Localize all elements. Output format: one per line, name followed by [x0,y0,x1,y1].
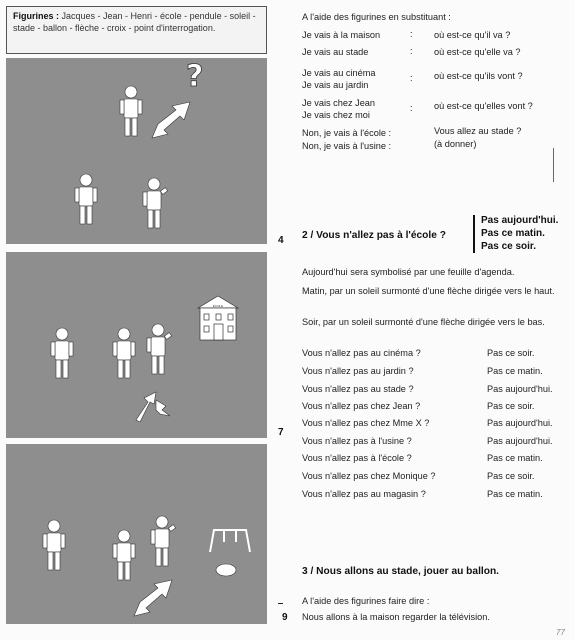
figurine-icon [151,516,176,566]
section-2-answers [481,214,558,253]
qa-question: Vous n'allez pas chez Monique ? [302,471,436,481]
qa-question: Vous n'allez pas au stade ? [302,384,414,394]
figurine-icon [120,86,142,136]
figurine-icon [113,328,135,378]
panel-2-illustration [6,252,267,438]
sub-left: Je vais au cinéma [302,68,376,78]
page-number: 77 [556,628,565,637]
sub-left: Non, je vais à l'usine : [302,141,392,151]
answers-bracket [473,215,475,253]
paragraph: Aujourd'hui sera symbolisé par une feuille d'agenda. [302,267,515,277]
panel-2 [6,252,267,438]
sub-left: Je vais chez moi [302,110,370,120]
paragraph: Matin, par un soleil surmonté d'une flèche dirigée vers le haut. [302,286,555,296]
sub-colon: : [410,29,413,39]
sub-right: où est-ce qu'elles vont ? [434,101,533,111]
qa-answer: Pas ce matin. [487,366,543,376]
sub-colon: : [410,103,413,113]
sub-left: Non, je vais à l'école : [302,128,392,138]
paragraph: Soir, par un soleil surmonté d'une flèche dirigée vers le bas. [302,317,545,327]
figurine-icon [147,324,172,374]
figurine-icon [113,530,135,580]
sub-colon: : [410,73,413,83]
figurines-label: Figurines : [13,11,60,21]
qa-answer: Pas ce soir. [487,471,535,481]
sub-right: où est-ce qu'elle va ? [434,47,521,57]
sub-right: où est-ce qu'il va ? [434,30,511,40]
figurines-list: Jacques - Jean - Henri - école - pendule - soleil - stade - ballon - flèche - croix - point d'interrogation. [13,11,256,33]
qa-question: Vous n'allez pas au magasin ? [302,489,426,499]
qa-answer: Pas ce soir. [487,348,535,358]
sub-colon: : [410,46,413,56]
qa-answer: Pas ce matin. [487,489,543,499]
side-number-9: 9 [282,612,288,623]
panel-1-illustration [6,58,267,244]
answer-line: Pas aujourd'hui. [481,215,559,226]
sub-left: Je vais chez Jean [302,98,376,108]
stadium-icon [210,530,250,552]
sub-right: Vous allez au stade ? [434,126,522,136]
answer-line: Pas ce soir. [481,241,537,252]
sub-left: Je vais au jardin [302,80,369,90]
figurine-icon [51,328,73,378]
question-mark-icon: ? [186,59,204,94]
qa-question: Vous n'allez pas au jardin ? [302,366,414,376]
qa-question: Vous n'allez pas au cinéma ? [302,348,421,358]
qa-answer: Pas aujourd'hui. [487,418,553,428]
figurine-icon [43,520,65,570]
section-3-title: 3 / Nous allons au stade, jouer au ballon. [302,566,499,577]
qa-answer: Pas aujourd'hui. [487,384,553,394]
panel-3 [6,444,267,624]
sub-left: Je vais au stade [302,47,369,57]
school-icon [198,296,238,340]
side-number-7: 7 [278,427,284,438]
intro-line: A l'aide des figurines en substituant : [302,12,451,22]
qa-answer: Pas ce soir. [487,401,535,411]
section-2-title: 2 / Vous n'allez pas à l'école ? [302,230,446,241]
sub-right: où est-ce qu'ils vont ? [434,71,523,81]
panel-3-illustration [6,444,267,624]
qa-question: Vous n'allez pas chez Jean ? [302,401,421,411]
sub-left: Je vais à la maison [302,30,381,40]
panel-1 [6,58,267,244]
qa-question: Vous n'allez pas à l'école ? [302,453,412,463]
qa-answer: Pas aujourd'hui. [487,436,553,446]
qa-answer: Pas ce matin. [487,453,543,463]
qa-question: Vous n'allez pas chez Mme X ? [302,418,430,428]
section-3-line: A l'aide des figurines faire dire : [302,596,430,606]
figurine-icon [143,178,168,228]
sub-right: (à donner) [434,139,477,149]
section-3-line: Nous allons à la maison regarder la télévision. [302,612,490,622]
dash-mark [278,603,283,604]
figurines-box [6,6,267,54]
ball-icon [216,564,236,576]
arrow-icon [152,102,190,138]
answer-line: Pas ce matin. [481,228,545,239]
side-number-4: 4 [278,235,284,246]
qa-question: Vous n'allez pas à l'usine ? [302,436,412,446]
school-sign: ÉCOLE [212,304,224,308]
arrow-icon [134,580,172,616]
margin-rule [553,148,554,182]
cross-icon [136,392,170,422]
figurine-icon [75,174,97,224]
